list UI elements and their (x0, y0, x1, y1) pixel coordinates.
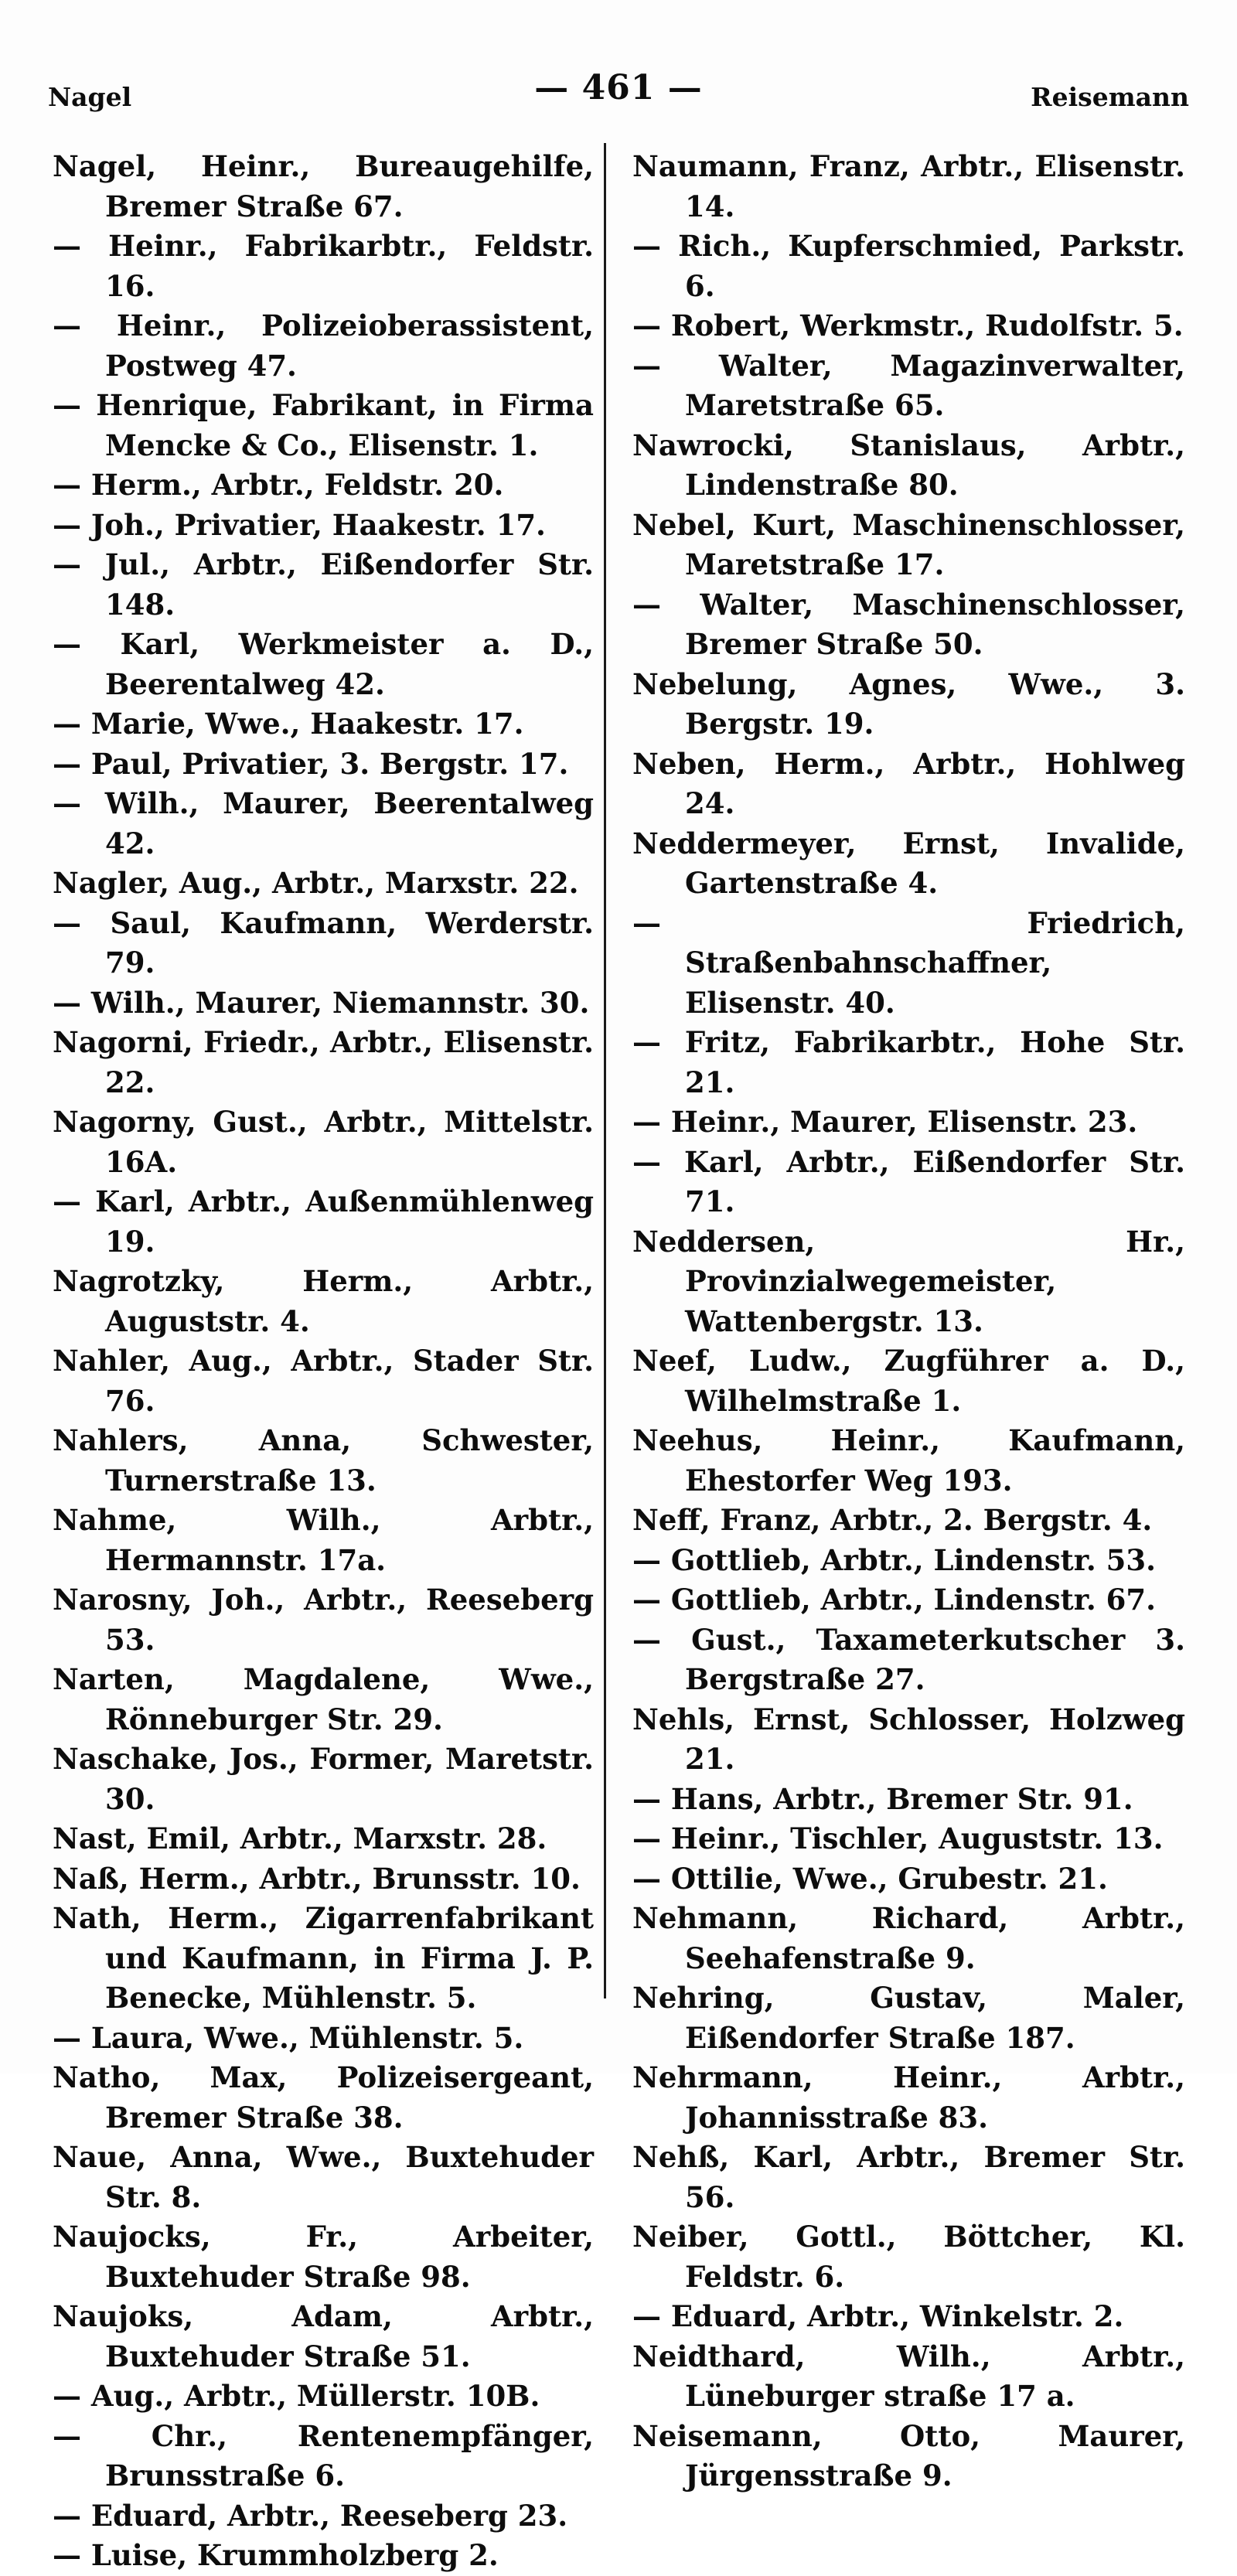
directory-entry: Naumann, Franz, Arbtr., Elisenstr. 14. (632, 149, 1185, 223)
directory-entry: — Heinr., Fabrikarbtr., Feldstr. 16. (53, 229, 594, 303)
directory-entry: Neidthard, Wilh., Arbtr., Lüneburger straße 17 a. (632, 2339, 1185, 2413)
directory-entry: — Wilh., Maurer, Beerentalweg 42. (53, 786, 594, 860)
directory-entry: Narosny, Joh., Arbtr., Reeseberg 53. (53, 1583, 594, 1657)
directory-entry: Nawrocki, Stanislaus, Arbtr., Lindenstraße 80. (632, 428, 1185, 502)
directory-entry: — Robert, Werkmstr., Rudolfstr. 5. (632, 308, 1184, 342)
directory-entry: Nagel, Heinr., Bureaugehilfe, Bremer Straße 67. (53, 149, 594, 223)
directory-entry: — Chr., Rentenempfänger, Brunsstraße 6. (53, 2418, 594, 2493)
directory-entry: — Marie, Wwe., Haakestr. 17. (53, 707, 524, 741)
directory-entry: — Karl, Werkmeister a. D., Beerentalweg 42. (53, 627, 594, 701)
directory-entry: — Eduard, Arbtr., Reeseberg 23. (53, 2498, 568, 2533)
directory-entry: Nebelung, Agnes, Wwe., 3. Bergstr. 19. (632, 666, 1185, 741)
directory-entry: Naue, Anna, Wwe., Buxtehuder Str. 8. (53, 2140, 594, 2214)
directory-entry: Nath, Herm., Zigarrenfabrikant und Kaufmann, in Firma J. P. Benecke, Mühlenstr. 5. (53, 1901, 594, 2015)
directory-entry: — Joh., Privatier, Haakestr. 17. (53, 507, 546, 542)
directory-entry: Nehls, Ernst, Schlosser, Holzweg 21. (632, 1702, 1185, 1776)
directory-entry: Nahler, Aug., Arbtr., Stader Str. 76. (53, 1344, 594, 1418)
column-divider (604, 143, 606, 1998)
directory-entry: — Heinr., Maurer, Elisenstr. 23. (632, 1105, 1138, 1139)
directory-entry: Neddermeyer, Ernst, Invalide, Gartenstraße 4. (632, 826, 1185, 900)
directory-entry: Neddersen, Hr., Provinzialwegemeister, Wattenbergstr. 13. (632, 1224, 1185, 1338)
directory-entry: — Fritz, Fabrikarbtr., Hohe Str. 21. (632, 1025, 1185, 1099)
directory-entry: — Herm., Arbtr., Feldstr. 20. (53, 468, 504, 502)
directory-entry: — Walter, Maschinenschlosser, Bremer Straße 50. (632, 587, 1185, 661)
directory-entry: — Walter, Magazinverwalter, Maretstraße 65. (632, 348, 1185, 422)
directory-entry: — Jul., Arbtr., Eißendorfer Str. 148. (53, 547, 594, 622)
right-column (632, 147, 1185, 2496)
directory-entry: Nahlers, Anna, Schwester, Turnerstraße 13. (53, 1423, 594, 1498)
directory-entry: — Karl, Arbtr., Eißendorfer Str. 71. (632, 1144, 1185, 1218)
directory-entry: — Luise, Krummholzberg 2. (53, 2538, 499, 2572)
directory-entry: Naujoks, Adam, Arbtr., Buxtehuder Straße 51. (53, 2299, 594, 2373)
directory-entry: — Henrique, Fabrikant, in Firma Mencke & Co., Elisenstr. 1. (53, 388, 594, 462)
page-number: — 461 — (534, 68, 703, 107)
directory-entry: — Friedrich, Straßenbahnschaffner, Elisenstr. 40. (632, 905, 1185, 1020)
directory-entry: Nehring, Gustav, Maler, Eißendorfer Straße 187. (632, 1981, 1185, 2055)
directory-entry: Nebel, Kurt, Maschinenschlosser, Maretstraße 17. (632, 507, 1185, 581)
directory-entry: — Heinr., Polizeioberassistent, Postweg 47. (53, 308, 594, 383)
directory-entry: — Wilh., Maurer, Niemannstr. 30. (53, 985, 590, 1020)
directory-entry: — Eduard, Arbtr., Winkelstr. 2. (632, 2299, 1124, 2333)
directory-entry: — Laura, Wwe., Mühlenstr. 5. (53, 2020, 524, 2055)
directory-entry: Nahme, Wilh., Arbtr., Hermannstr. 17a. (53, 1503, 594, 1577)
directory-entry: Neben, Herm., Arbtr., Hohlweg 24. (632, 746, 1185, 820)
directory-entry: Nagorny, Gust., Arbtr., Mittelstr. 16A. (53, 1105, 594, 1179)
directory-entry: — Ottilie, Wwe., Grubestr. 21. (632, 1861, 1108, 1896)
directory-entry: — Saul, Kaufmann, Werderstr. 79. (53, 905, 594, 980)
directory-entry: Naß, Herm., Arbtr., Brunsstr. 10. (53, 1861, 581, 1896)
directory-entry: Naujocks, Fr., Arbeiter, Buxtehuder Straße 98. (53, 2220, 594, 2294)
directory-entry: Neff, Franz, Arbtr., 2. Bergstr. 4. (632, 1503, 1153, 1537)
directory-entry: — Gust., Taxameterkutscher 3. Bergstraße 27. (632, 1622, 1185, 1696)
directory-entry: Nehrmann, Heinr., Arbtr., Johannisstraße 83. (632, 2060, 1185, 2135)
directory-entry: Nagler, Aug., Arbtr., Marxstr. 22. (53, 866, 579, 900)
directory-entry: — Rich., Kupferschmied, Parkstr. 6. (632, 229, 1185, 303)
directory-entry: Neef, Ludw., Zugführer a. D., Wilhelmstraße 1. (632, 1344, 1185, 1418)
directory-entry: Natho, Max, Polizeisergeant, Bremer Straße 38. (53, 2060, 594, 2135)
directory-entry: Neehus, Heinr., Kaufmann, Ehestorfer Weg 193. (632, 1423, 1185, 1498)
directory-entry: Narten, Magdalene, Wwe., Rönneburger Str. 29. (53, 1662, 594, 1736)
directory-entry: Nagrotzky, Herm., Arbtr., Auguststr. 4. (53, 1264, 594, 1338)
directory-entry: — Paul, Privatier, 3. Bergstr. 17. (53, 746, 569, 781)
directory-entry: — Gottlieb, Arbtr., Lindenstr. 53. (632, 1542, 1156, 1577)
directory-entry: — Aug., Arbtr., Müllerstr. 10B. (53, 2379, 540, 2413)
page-header (48, 68, 1189, 114)
directory-entry: Nehmann, Richard, Arbtr., Seehafenstraße 9. (632, 1901, 1185, 1975)
directory-entry: — Gottlieb, Arbtr., Lindenstr. 67. (632, 1583, 1156, 1617)
directory-entry: Nast, Emil, Arbtr., Marxstr. 28. (53, 1821, 547, 1855)
left-column (53, 147, 594, 2576)
directory-entry: — Karl, Arbtr., Außenmühlenweg 19. (53, 1184, 594, 1259)
directory-entry: Neisemann, Otto, Maurer, Jürgensstraße 9. (632, 2418, 1185, 2493)
directory-entry: Nehß, Karl, Arbtr., Bremer Str. 56. (632, 2140, 1185, 2214)
directory-entry: — Heinr., Tischler, Auguststr. 13. (632, 1821, 1164, 1855)
directory-entry: — Hans, Arbtr., Bremer Str. 91. (632, 1781, 1133, 1816)
directory-entry: Naschake, Jos., Former, Maretstr. 30. (53, 1742, 594, 1816)
directory-entry: Nagorni, Friedr., Arbtr., Elisenstr. 22. (53, 1025, 594, 1099)
header-right-keyword: Reisemann (1031, 82, 1189, 112)
directory-entry: Neiber, Gottl., Böttcher, Kl. Feldstr. 6. (632, 2220, 1185, 2294)
header-left-keyword: Nagel (48, 82, 132, 112)
